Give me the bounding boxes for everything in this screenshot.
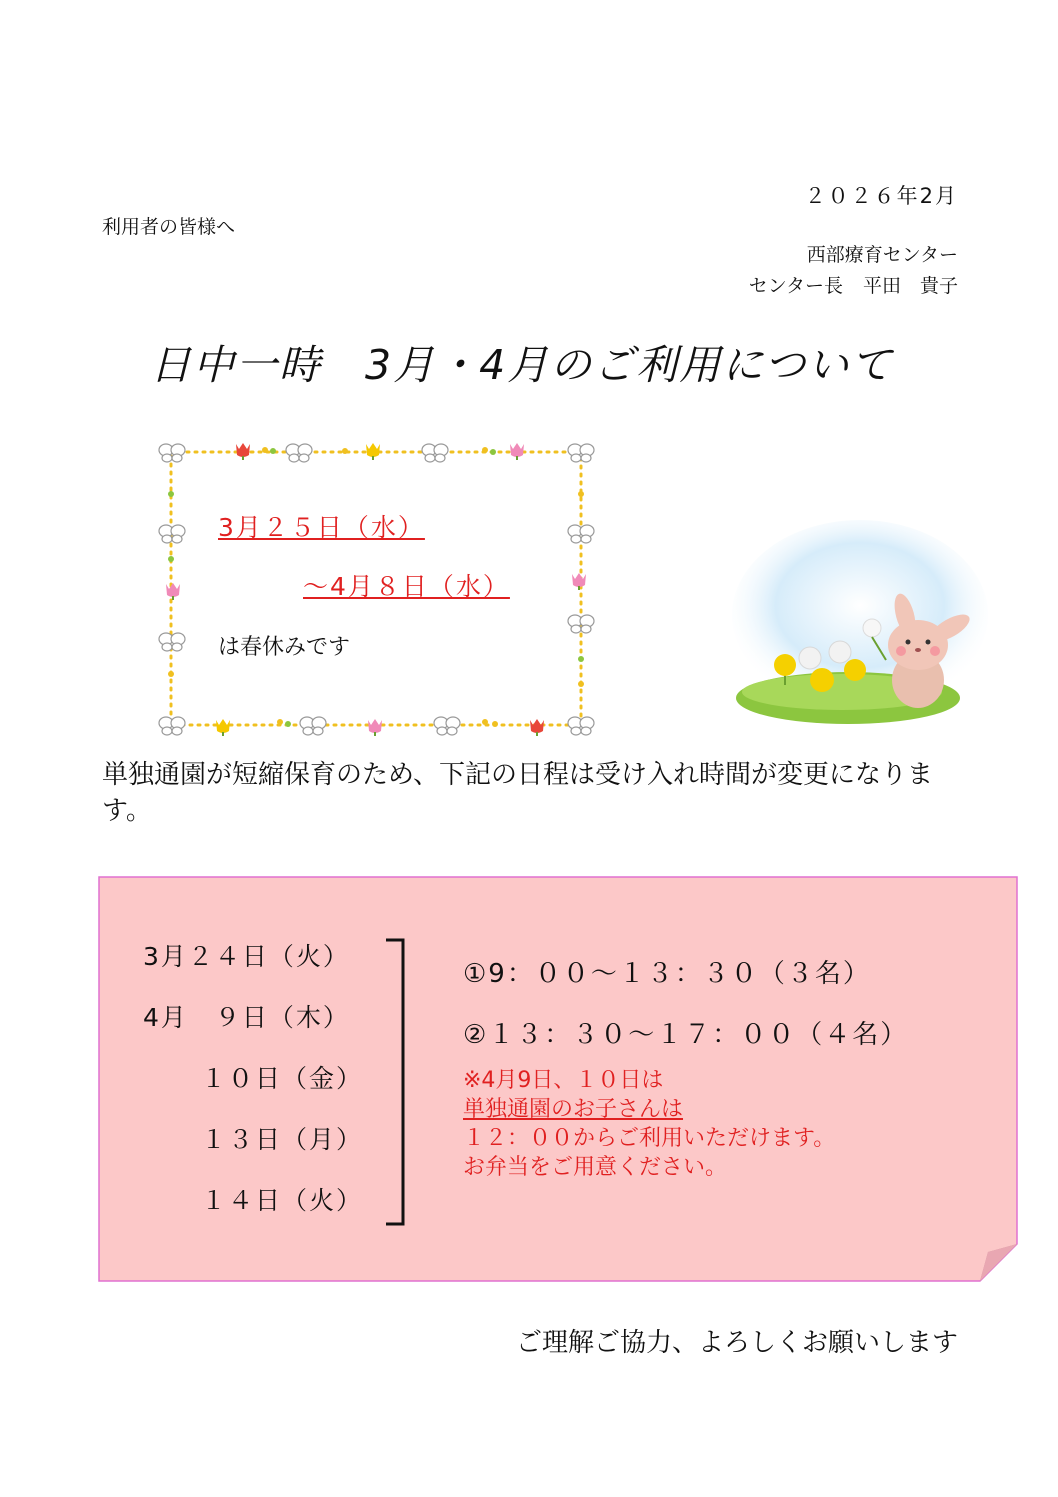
schedule-times — [463, 952, 908, 1074]
butterfly-icon — [434, 717, 460, 735]
butterfly-icon — [159, 717, 185, 735]
organization-name: 西部療育センター — [806, 244, 958, 266]
tulip-icon — [166, 583, 180, 600]
butterfly-icon — [300, 717, 326, 735]
director — [749, 271, 958, 298]
date-row: 3月２４日（火） — [143, 942, 350, 971]
tulip-icon — [510, 443, 524, 460]
tulip-icon — [368, 719, 382, 736]
tulip-icon — [216, 719, 230, 736]
butterfly-icon — [286, 444, 312, 462]
spring-break-end: ～4月８日（水） — [303, 572, 510, 601]
butterfly-icon — [568, 525, 594, 543]
butterfly-icon — [159, 525, 185, 543]
document-date: ２０２６年2月 — [804, 184, 958, 208]
remark-line: １２：００からご利用いただけます。 — [463, 1126, 836, 1151]
date-row: １０日（金） — [201, 1064, 364, 1093]
spring-break-start: 3月２５日（水） — [218, 513, 425, 542]
remark-line: 単独通園のお子さんは — [463, 1097, 684, 1122]
director-title: センター長 — [748, 275, 843, 297]
page-title: 日中一時 3月・4月のご利用について — [150, 341, 894, 389]
schedule-bracket — [385, 938, 407, 1226]
butterfly-icon — [159, 444, 185, 462]
tulip-icon — [572, 573, 586, 590]
date-row: 4月 ９日（木） — [143, 1003, 350, 1032]
tulip-icon — [530, 719, 544, 736]
date-row: １３日（月） — [201, 1125, 364, 1154]
butterfly-icon — [159, 633, 185, 651]
date-row: １４日（火） — [201, 1186, 364, 1215]
time-slot: ②１３：３０～１７：００（４名） — [463, 1020, 909, 1050]
butterfly-icon — [422, 444, 448, 462]
schedule-dates — [143, 935, 363, 1240]
recipient: 利用者の皆様へ — [102, 216, 236, 238]
butterfly-icon — [568, 444, 594, 462]
notice-text: 単独通園が短縮保育のため、下記の日程は受け入れ時間が変更になります。 — [102, 760, 933, 826]
remark-line: ※4月9日、１０日は — [463, 1068, 664, 1093]
remark-line: お弁当をご用意ください。 — [463, 1155, 728, 1180]
butterfly-icon — [568, 615, 594, 633]
tulip-icon — [236, 443, 250, 460]
schedule-remarks — [463, 1066, 835, 1182]
closing-text: ご理解ご協力、よろしくお願いします — [515, 1328, 958, 1358]
tulip-icon — [366, 443, 380, 460]
rabbit-illustration — [730, 520, 990, 730]
time-slot: ①9：００～１３：３０（３名） — [463, 959, 871, 989]
butterfly-icon — [568, 717, 594, 735]
spring-break-label: は春休みです — [218, 635, 351, 660]
director-name: 平田 貴子 — [862, 275, 958, 297]
